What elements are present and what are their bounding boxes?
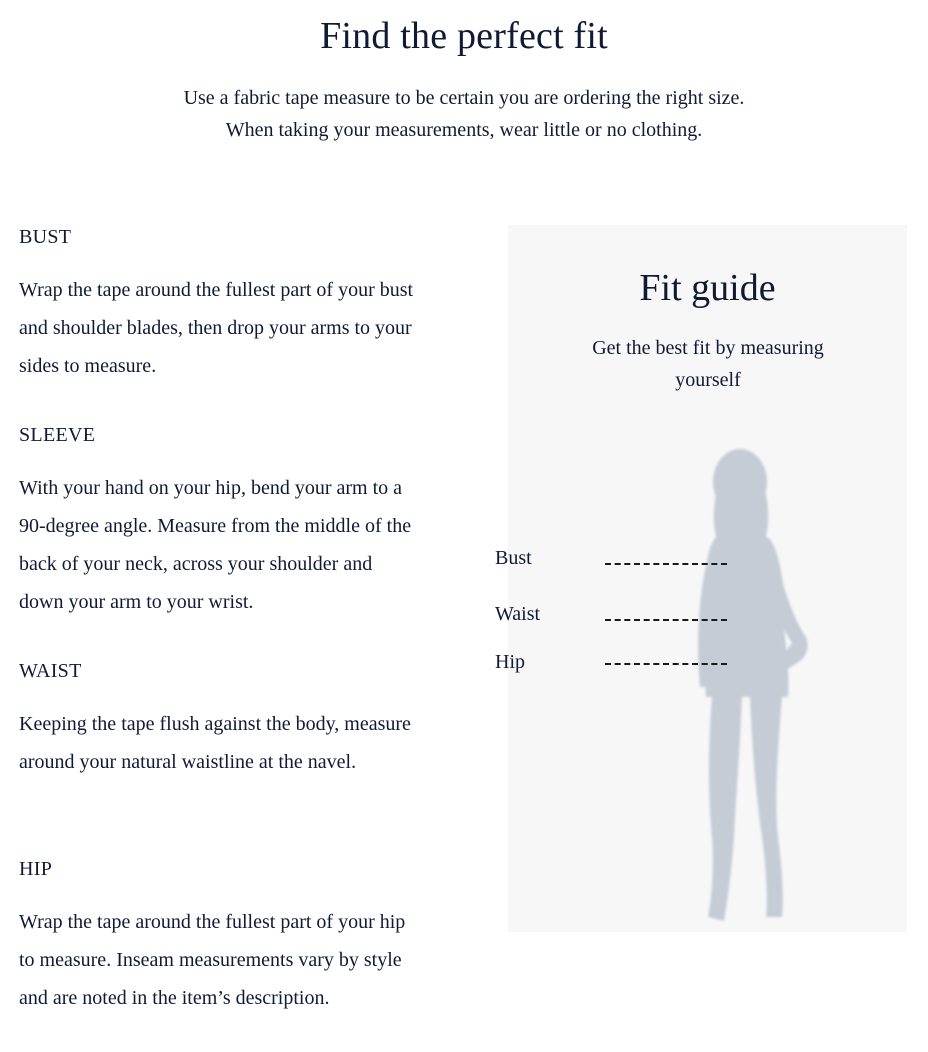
page-title: Find the perfect fit: [320, 15, 608, 57]
section-heading-sleeve: SLEEVE: [19, 424, 96, 446]
fit-guide-title: Fit guide: [639, 267, 776, 309]
section-heading-bust: BUST: [19, 226, 72, 248]
waist-measure-line: [605, 619, 727, 621]
fit-guide-panel: [508, 225, 907, 932]
section-sleeve: [19, 420, 429, 613]
body-silhouette-icon: [678, 447, 818, 925]
waist-label: Waist: [495, 603, 541, 625]
intro-line-2: When taking your measurements, wear little or no clothing.: [225, 119, 703, 141]
section-hip: [19, 854, 429, 1009]
fit-guide-subtitle: Get the best fit by measuring yourself: [592, 337, 824, 391]
section-body-bust: Wrap the tape around the fullest part of your bust and shoulder blades, then drop your arms to your sides to measure.: [19, 279, 414, 377]
hip-label: Hip: [495, 651, 525, 673]
section-body-sleeve: With your hand on your hip, bend your arm to a 90-degree angle. Measure from the middle of the back of your neck, across your shoulder and down your arm to your wrist.: [19, 477, 412, 613]
section-body-waist: Keeping the tape flush against the body, measure around your natural waistline at the navel.: [19, 713, 411, 773]
intro-text: [0, 82, 928, 146]
section-heading-waist: WAIST: [19, 660, 82, 682]
section-waist: [19, 656, 429, 773]
hip-measure-line: [605, 663, 727, 665]
intro-line-1: Use a fabric tape measure to be certain you are ordering the right size.: [183, 87, 745, 109]
bust-label: Bust: [495, 547, 532, 569]
section-heading-hip: HIP: [19, 858, 53, 880]
section-bust: [19, 222, 429, 377]
bust-measure-line: [605, 563, 727, 565]
section-body-hip: Wrap the tape around the fullest part of your hip to measure. Inseam measurements vary by style and are noted in the item’s description.: [19, 911, 406, 1009]
